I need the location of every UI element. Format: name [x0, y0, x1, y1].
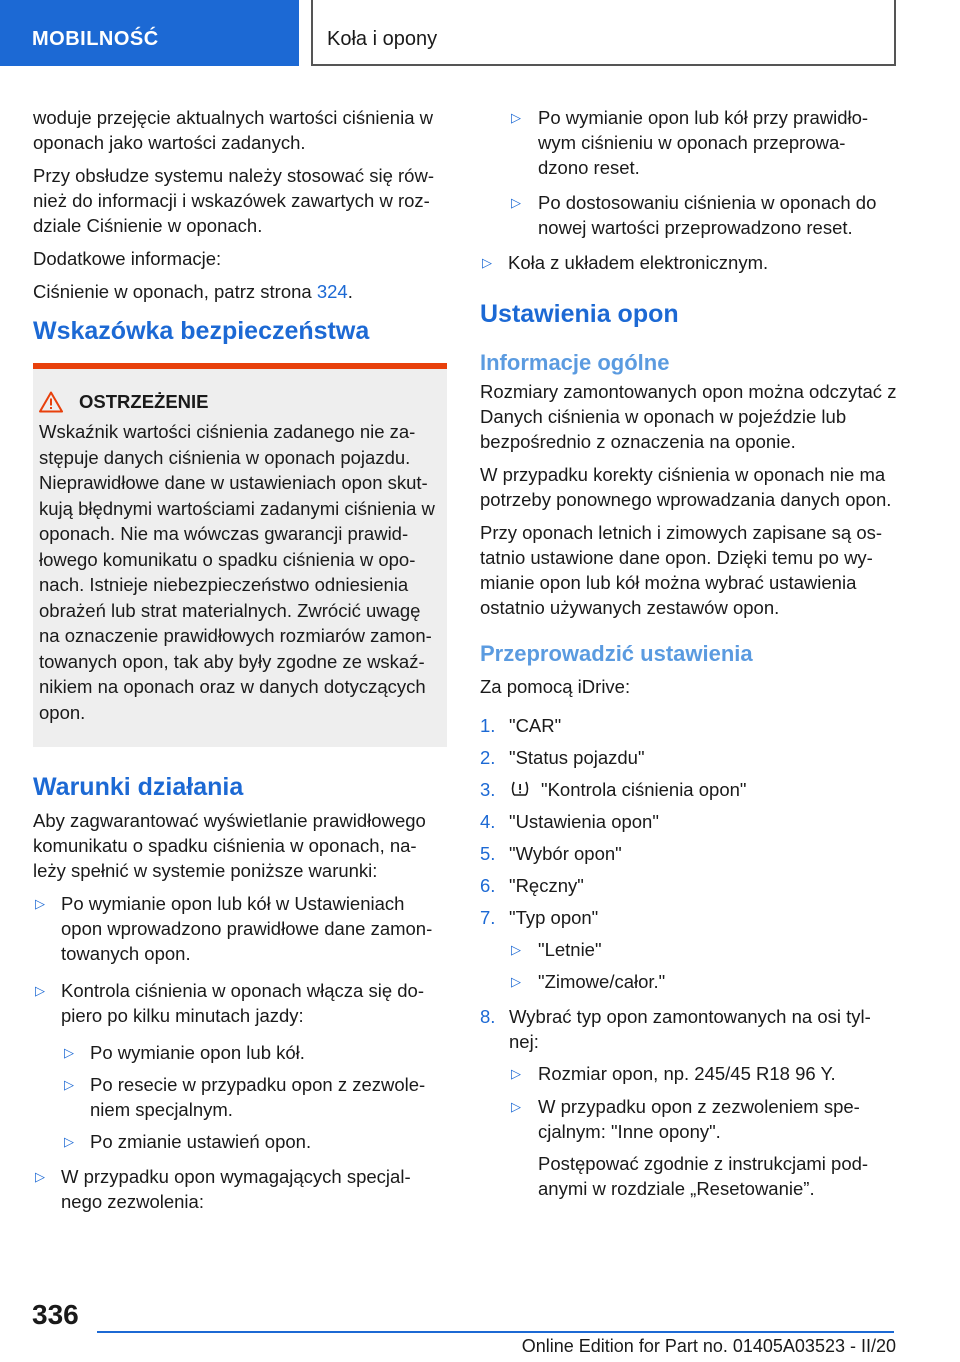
warning-title: OSTRZEŻENIE — [79, 391, 209, 412]
step-number: 2. — [480, 747, 496, 768]
paragraph: W przypadku korekty ciśnienia w oponach nie ma potrzeby ponownego wprowadzania danych opon. — [480, 464, 892, 510]
step-text: "Wybór opon" — [509, 843, 622, 864]
list-item-text: Po zmianie ustawień opon. — [90, 1131, 312, 1152]
step-number: 1. — [480, 715, 496, 736]
section-tab: MOBILNOŚĆ — [0, 0, 299, 66]
step-item — [480, 873, 898, 898]
right-column — [480, 105, 898, 1209]
step-number: 6. — [480, 875, 496, 896]
list-item-text: W przypadku opon z zezwoleniem spe‐ cjalnym: "Inne opony". — [538, 1096, 860, 1142]
step-text: "Status pojazdu" — [509, 747, 645, 768]
warning-box — [33, 363, 447, 747]
step-text: "Ręczny" — [509, 875, 584, 896]
list-item — [480, 1094, 898, 1144]
list-item — [480, 190, 898, 240]
bullet-triangle-icon: ▷ — [35, 983, 45, 998]
list-item — [33, 978, 447, 1028]
list-item-text: Po wymianie opon lub kół. — [90, 1042, 305, 1063]
subsection-heading: Informacje ogólne — [480, 350, 670, 375]
step-item — [480, 809, 898, 834]
step-text: "Ustawienia opon" — [509, 811, 659, 832]
list-item — [33, 1072, 447, 1122]
left-column — [33, 105, 447, 1221]
section-heading: Warunki działania — [33, 773, 244, 801]
list-item-text: Koła z układem elektronicznym. — [508, 252, 769, 273]
paragraph: Rozmiary zamontowanych opon można odczytać z Danych ciśnienia w oponach w pojeździe lub bezpośrednio z oznaczenia na oponie. — [480, 381, 897, 452]
paragraph: Dodatkowe informacje: — [33, 248, 222, 269]
section-heading: Ustawienia opon — [480, 300, 679, 328]
step-text: "CAR" — [509, 715, 562, 736]
step-item — [480, 905, 898, 930]
bullet-triangle-icon: ▷ — [511, 1066, 521, 1081]
list-item-text: W przypadku opon wymagających specjal‐ nego zezwolenia: — [61, 1166, 411, 1212]
list-item — [480, 937, 898, 962]
step-item — [480, 713, 898, 738]
list-item — [480, 105, 898, 180]
tire-pressure-icon — [509, 779, 531, 799]
list-item-text: Po wymianie opon lub kół przy prawidło‐ wym ciśnieniu w oponach przeprowa‐ dzono reset. — [538, 107, 869, 178]
page-link[interactable]: 324 — [316, 281, 348, 302]
bullet-triangle-icon: ▷ — [35, 1169, 45, 1184]
paragraph: Za pomocą iDrive: — [480, 676, 631, 697]
paragraph-with-link — [33, 279, 447, 304]
step-text: "Typ opon" — [509, 907, 599, 928]
step-number: 7. — [480, 907, 496, 928]
list-item — [33, 1040, 447, 1065]
list-item — [480, 250, 898, 275]
paragraph: Przy oponach letnich i zimowych zapisane są os‐ tatnio ustawione dane opon. Dzięki temu po wy‐ mianie opon lub kół można wybrać ustawienia ostatnio używanych zestawów opon. — [480, 522, 883, 618]
list-item-text: "Zimowe/całor." — [538, 971, 666, 992]
list-item-text: Po resecie w przypadku opon z zezwole‐ niem specjalnym. — [90, 1074, 426, 1120]
step-number: 4. — [480, 811, 496, 832]
bullet-triangle-icon: ▷ — [511, 1099, 521, 1114]
warning-text: Wskaźnik wartości ciśnienia zadanego nie za‐ stępuje danych ciśnienia w oponach pojazdu. Nieprawidłowe dane w ustawieniach opon skut‐ kują błędnymi wartościami zadanymi ciśnienia w oponach. Nie ma wówczas gwarancji prawid‐ łowego komunikatu o spadku ciśnienia w opo‐ nach. Istnieje niebezpieczeństwo odniesienia obrażeń lub strat materialnych. Zwrócić uwagę na oznaczenie prawidłowych rozmiarów zamon‐ towanych opon, tak aby były zgodne ze wskaź‐ nikiem na oponach oraz w danych dotyczących opon. — [39, 421, 435, 723]
section-heading: Wskazówka bezpieczeństwa — [33, 317, 370, 345]
list-item — [480, 1061, 898, 1086]
bullet-triangle-icon: ▷ — [482, 255, 492, 270]
bullet-triangle-icon: ▷ — [511, 195, 521, 210]
subsection-heading: Przeprowadzić ustawienia — [480, 641, 753, 666]
step-item — [480, 1004, 898, 1054]
step-note: Postępować zgodnie z instrukcjami pod‐ anymi w rozdziale „Resetowanie”. — [538, 1153, 869, 1199]
bullet-triangle-icon: ▷ — [511, 110, 521, 125]
list-item — [33, 1164, 447, 1214]
paragraph-end: . — [347, 281, 353, 302]
step-number: 8. — [480, 1006, 496, 1027]
bullet-triangle-icon: ▷ — [64, 1077, 74, 1092]
list-item-text: Po dostosowaniu ciśnienia w oponach do nowej wartości przeprowadzono reset. — [538, 192, 877, 238]
edition-note: Online Edition for Part no. 01405A03523 - II/20 — [521, 1336, 896, 1356]
list-item — [33, 1129, 447, 1154]
step-number: 5. — [480, 843, 496, 864]
bullet-triangle-icon: ▷ — [511, 942, 521, 957]
bullet-triangle-icon: ▷ — [511, 974, 521, 989]
paragraph-text: Ciśnienie w oponach, patrz strona — [33, 281, 317, 302]
page-number: 336 — [32, 1299, 79, 1330]
footer-divider — [97, 1331, 894, 1333]
page-header — [0, 0, 960, 66]
paragraph: woduje przejęcie aktualnych wartości ciśnienia w oponach jako wartości zadanych. — [33, 107, 433, 153]
chapter-title: Koła i opony — [311, 0, 896, 66]
list-item — [480, 969, 898, 994]
step-number: 3. — [480, 779, 496, 800]
list-item-text: Rozmiar opon, np. 245/45 R18 96 Y. — [538, 1063, 836, 1084]
step-text: "Kontrola ciśnienia opon" — [541, 779, 747, 800]
paragraph: Przy obsłudze systemu należy stosować się rów‐ nież do informacji i wskazówek zawartych w roz‐ dziale Ciśnienie w oponach. — [33, 165, 434, 236]
step-item — [480, 745, 898, 770]
list-item-text: Kontrola ciśnienia w oponach włącza się do‐ piero po kilku minutach jazdy: — [61, 980, 425, 1026]
bullet-triangle-icon: ▷ — [64, 1045, 74, 1060]
warning-triangle-icon — [39, 391, 63, 413]
list-item-text: "Letnie" — [538, 939, 602, 960]
paragraph: Aby zagwarantować wyświetlanie prawidłowego komunikatu o spadku ciśnienia w oponach, na‐ leży spełnić w systemie poniższe warunki: — [33, 810, 426, 881]
step-text: Wybrać typ opon zamontowanych na osi tyl‐ nej: — [509, 1006, 871, 1052]
bullet-triangle-icon: ▷ — [35, 896, 45, 911]
bullet-triangle-icon: ▷ — [64, 1134, 74, 1149]
step-item — [480, 777, 898, 802]
list-item-text: Po wymianie opon lub kół w Ustawieniach opon wprowadzono prawidłowe dane zamon‐ towanych opon. — [61, 893, 433, 964]
warning-title-row — [39, 391, 441, 413]
step-item — [480, 841, 898, 866]
list-item — [33, 891, 447, 966]
